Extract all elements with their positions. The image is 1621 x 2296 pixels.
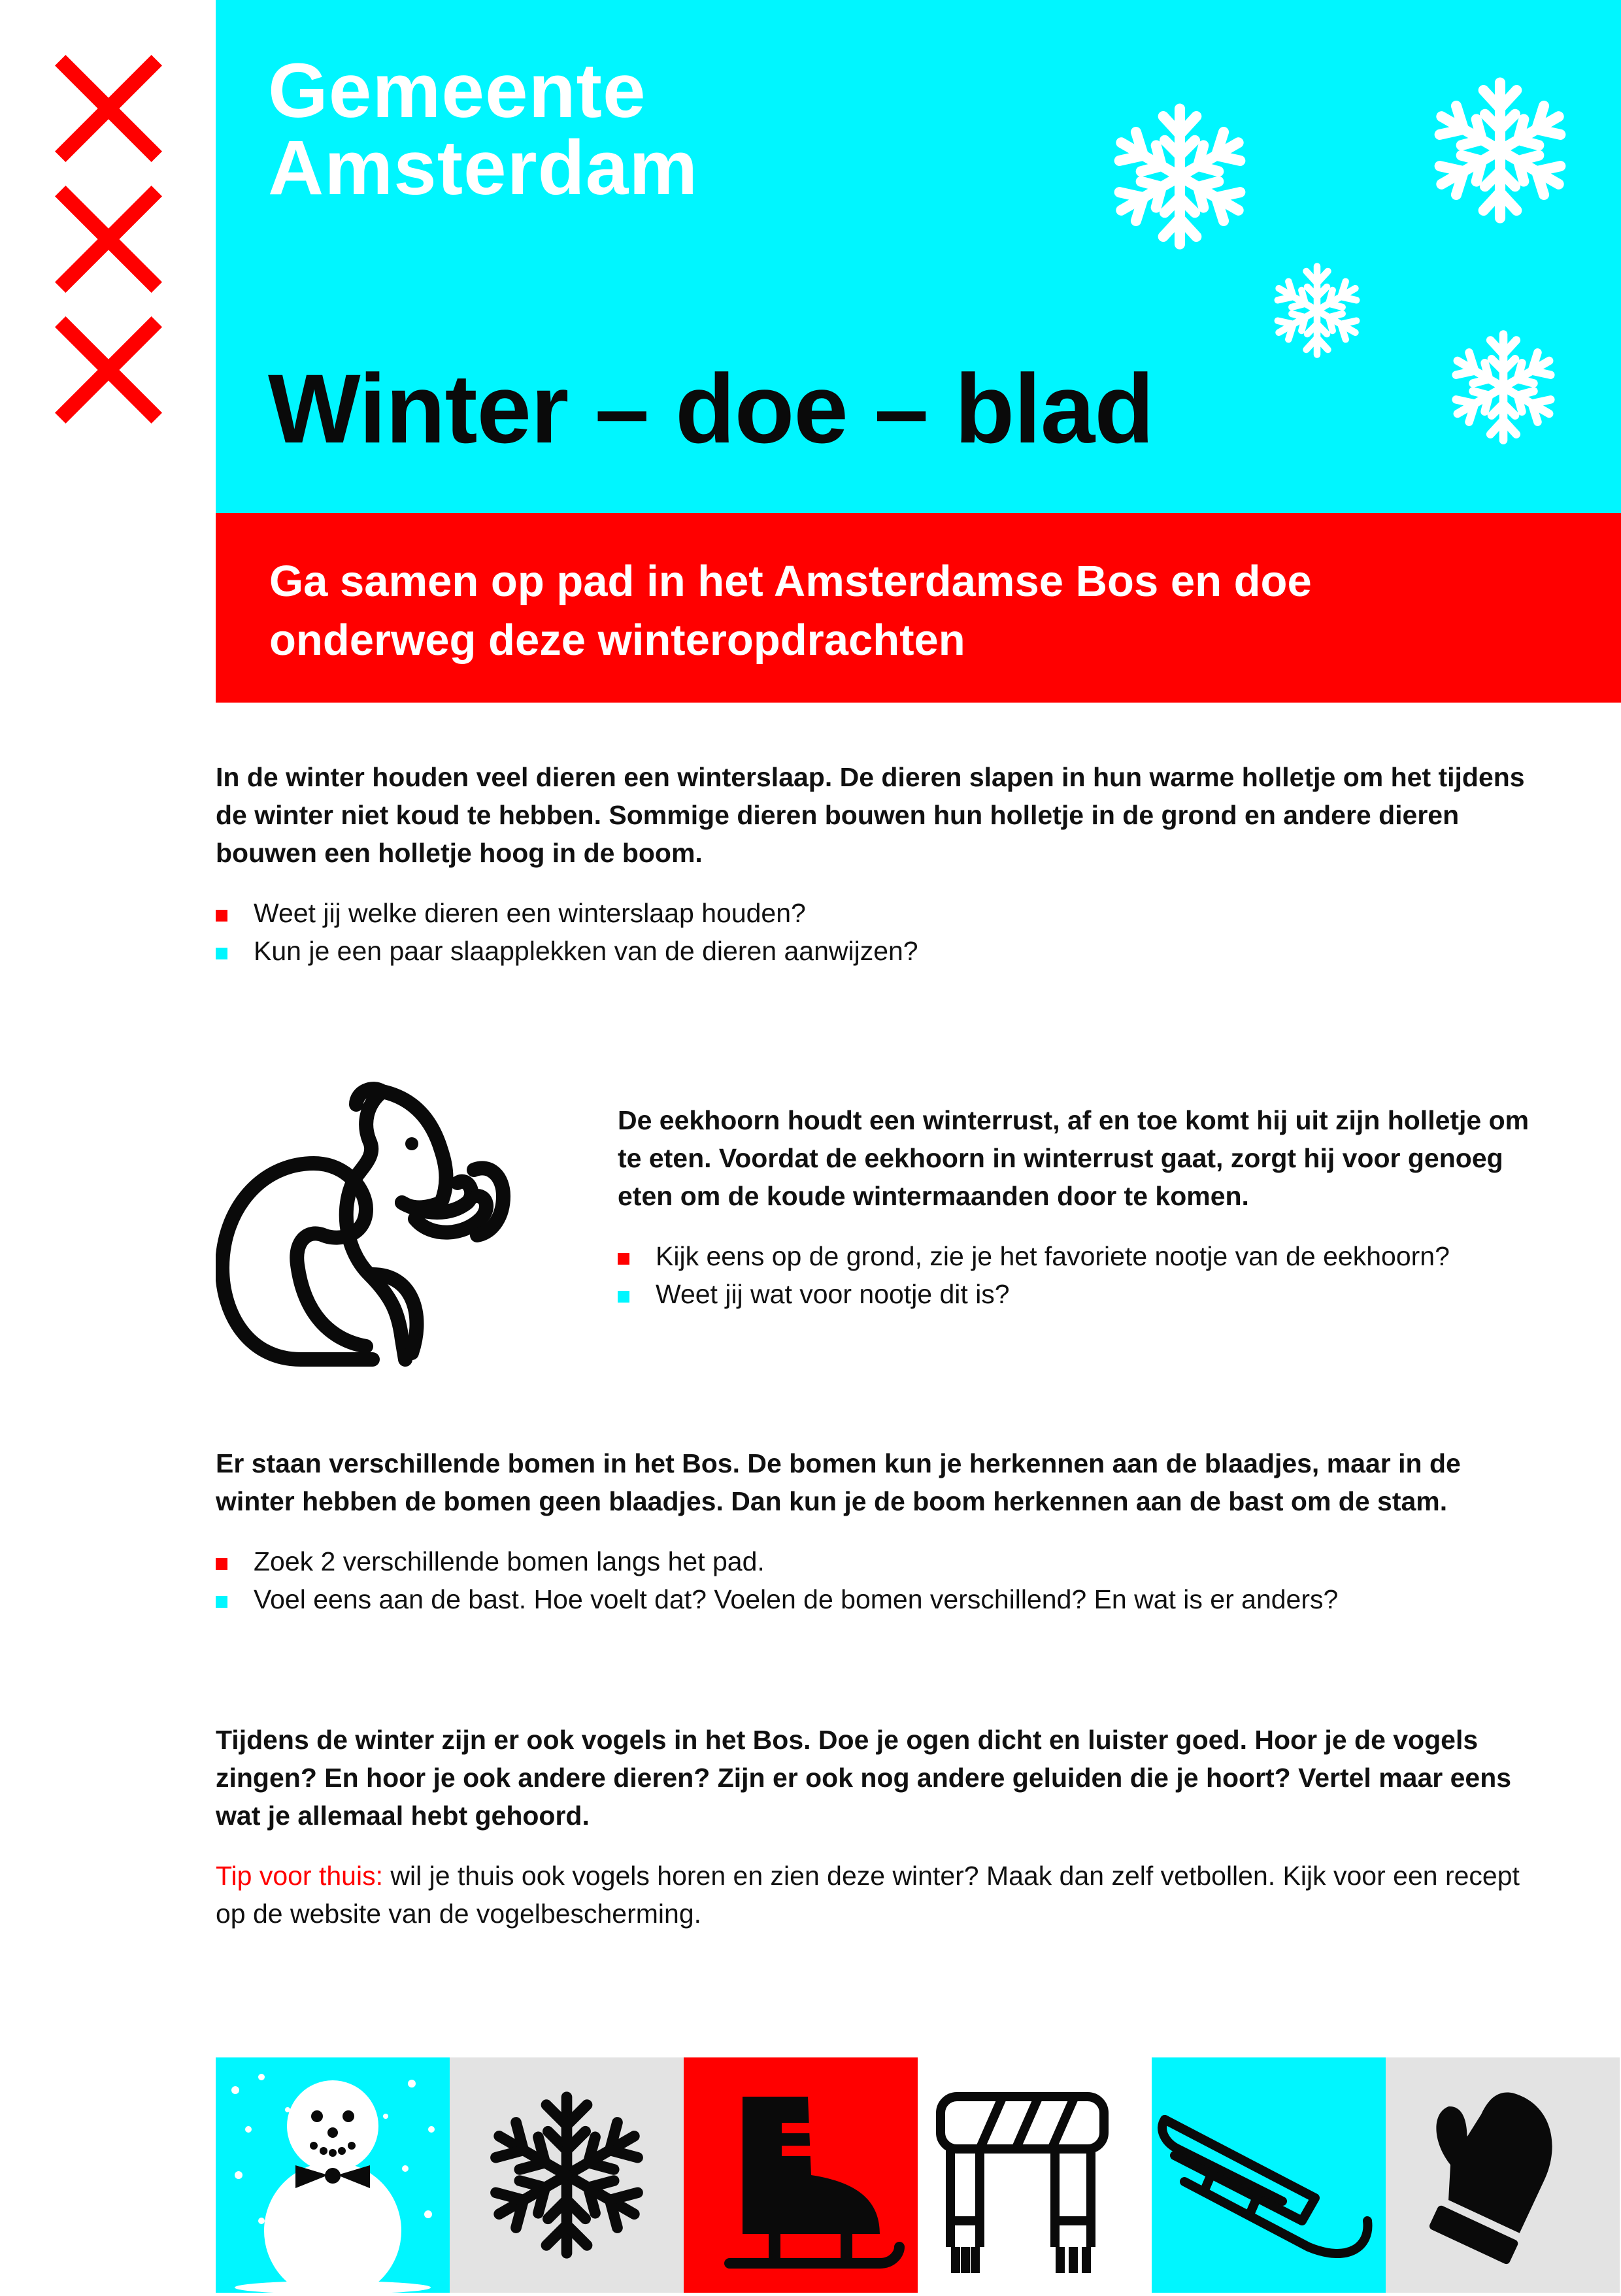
brand-name xyxy=(268,48,699,211)
subtitle xyxy=(269,552,1544,670)
snowflake-icon xyxy=(1105,98,1255,255)
tile-mitten xyxy=(1386,2057,1620,2293)
bullet-square xyxy=(618,1291,629,1303)
brand-line-1: Gemeente xyxy=(268,48,646,134)
list-item xyxy=(216,1542,1543,1580)
tile-snowman xyxy=(216,2057,450,2293)
ice-skate-icon xyxy=(684,2057,918,2293)
cross-icon xyxy=(55,316,162,424)
bullet-list xyxy=(216,1542,1543,1618)
scarf-icon xyxy=(918,2057,1152,2293)
sled-icon xyxy=(1152,2057,1386,2293)
bullet-square xyxy=(618,1253,629,1265)
snowman-icon xyxy=(216,2057,450,2293)
bullet-square xyxy=(216,948,227,959)
snowflake-icon xyxy=(1445,324,1562,451)
cross-icon xyxy=(55,55,162,162)
tip-label: Tip voor thuis: xyxy=(216,1861,383,1891)
bullet-text: Kun je een paar slaapplekken van de dieren aanwijzen? xyxy=(254,936,918,966)
list-item xyxy=(216,894,1543,932)
subtitle-line-2: onderweg deze winteropdrachten xyxy=(269,616,965,665)
bullet-square xyxy=(216,910,227,922)
tip-paragraph xyxy=(216,1857,1543,1933)
squirrel-icon xyxy=(216,1078,526,1373)
snowflake-icon xyxy=(1268,258,1366,363)
section-trees xyxy=(216,1444,1543,1618)
list-item xyxy=(618,1237,1552,1275)
section-text: Tijdens de winter zijn er ook vogels in het Bos. Doe je ogen dicht en luister goed. Hoor je de vogels zingen? En hoor je ook andere dieren? Zijn er ook nog andere geluiden die je hoort? Vertel maar eens wat je allemaal hebt gehoord. xyxy=(216,1725,1512,1831)
bullet-square xyxy=(216,1558,227,1570)
snowflake-icon xyxy=(450,2057,684,2293)
mitten-icon xyxy=(1386,2057,1621,2293)
section-text: In de winter houden veel dieren een winterslaap. De dieren slapen in hun warme holletje om het tijdens de winter niet koud te hebben. Sommige dieren bouwen hun holletje in de grond en andere dieren bouwen een holletje hoog in de boom. xyxy=(216,762,1525,868)
bullet-square xyxy=(216,1596,227,1608)
list-item xyxy=(216,1580,1543,1618)
page-title: Winter – doe – blad xyxy=(268,354,1154,463)
tip-text: wil je thuis ook vogels horen en zien deze winter? Maak dan zelf vetbollen. Kijk voor een recept op de website van de vogelbescherming. xyxy=(216,1861,1520,1929)
bullet-list xyxy=(216,894,1543,970)
tile-ice-skate xyxy=(684,2057,918,2293)
bullet-text: Zoek 2 verschillende bomen langs het pad. xyxy=(254,1546,765,1576)
cross-icon xyxy=(55,186,162,293)
bullet-text: Weet jij welke dieren een winterslaap houden? xyxy=(254,898,806,928)
snowflake-icon xyxy=(1425,69,1575,232)
section-text: Er staan verschillende bomen in het Bos. De bomen kun je herkennen aan de blaadjes, maar in de winter hebben de bomen geen blaadjes. Dan kun je de boom herkennen aan de bast om de stam. xyxy=(216,1448,1461,1516)
section-birds xyxy=(216,1721,1543,1933)
brand-line-2: Amsterdam xyxy=(268,125,699,211)
bullet-text: Weet jij wat voor nootje dit is? xyxy=(656,1279,1010,1309)
tile-sled xyxy=(1152,2057,1386,2293)
section-hibernation xyxy=(216,758,1543,970)
list-item xyxy=(618,1275,1552,1313)
bullet-text: Kijk eens op de grond, zie je het favoriete nootje van de eekhoorn? xyxy=(656,1241,1450,1271)
bullet-list xyxy=(618,1237,1552,1313)
tile-snowflake xyxy=(450,2057,684,2293)
tile-scarf xyxy=(918,2057,1152,2293)
section-text: De eekhoorn houdt een winterrust, af en toe komt hij uit zijn holletje om te eten. Voordat de eekhoorn in winterrust gaat, zorgt hij voor genoeg eten om de koude wintermaanden door te komen. xyxy=(618,1105,1529,1211)
section-squirrel xyxy=(618,1101,1552,1313)
amsterdam-crosses-logo xyxy=(55,55,162,447)
list-item xyxy=(216,932,1543,970)
bullet-text: Voel eens aan de bast. Hoe voelt dat? Voelen de bomen verschillend? En wat is er anders? xyxy=(254,1584,1339,1614)
subtitle-line-1: Ga samen op pad in het Amsterdamse Bos en doe xyxy=(269,557,1312,606)
